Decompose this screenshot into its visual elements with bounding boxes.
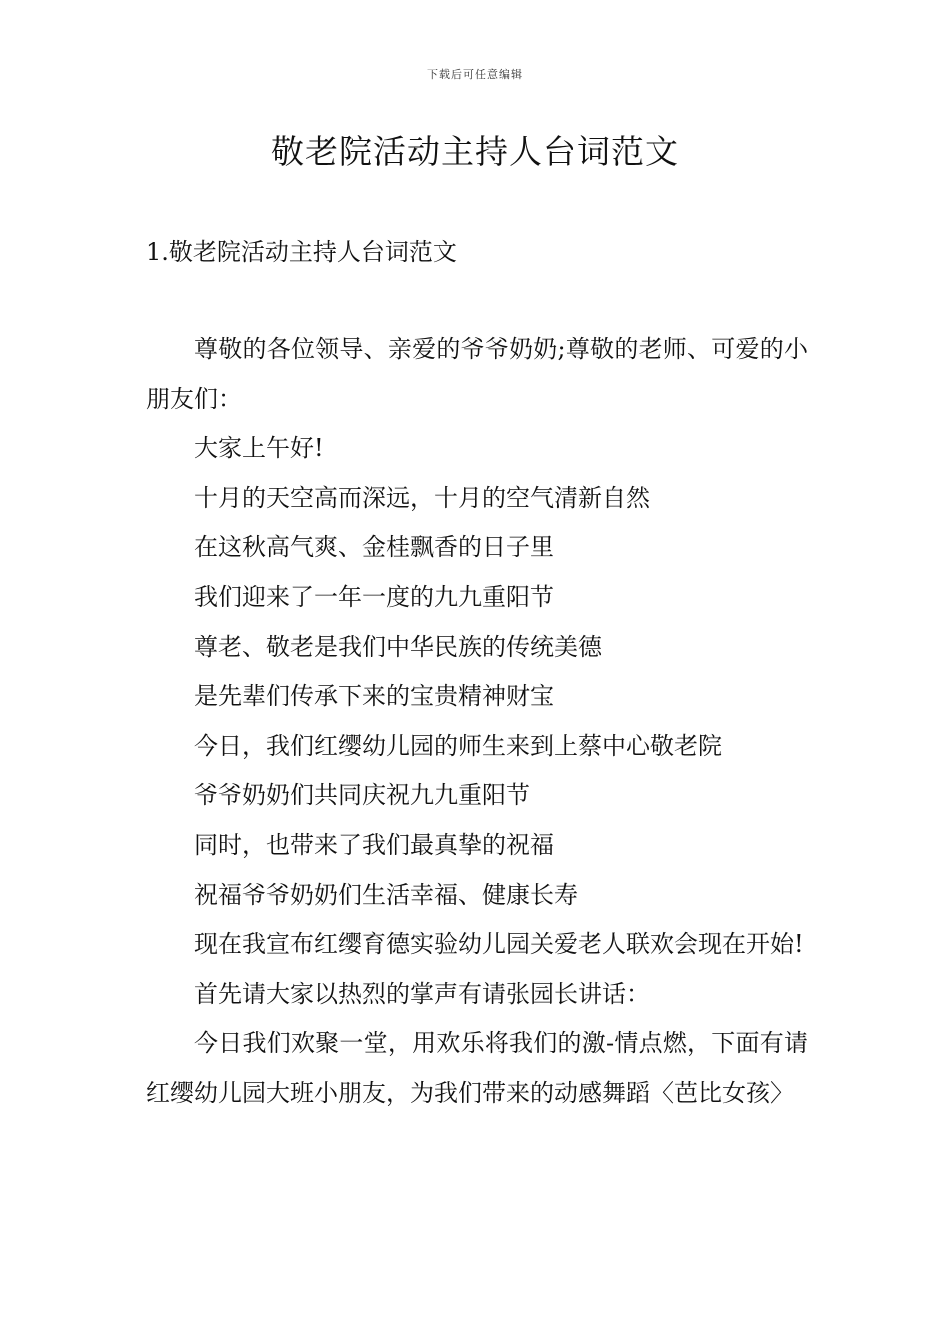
paragraph: 首先请大家以热烈的掌声有请张园长讲话： (194, 979, 650, 1008)
paragraph: 今日我们欢聚一堂，用欢乐将我们的激-情点燃，下面有请红缨幼儿园大班小朋友，为我们带来的动感舞蹈〈芭比女孩〉 (146, 1029, 808, 1107)
paragraph: 我们迎来了一年一度的九九重阳节 (194, 582, 554, 611)
paragraph: 在这秋高气爽、金桂飘香的日子里 (194, 533, 554, 562)
document-title: 敬老院活动主持人台词范文 (271, 132, 679, 171)
section-heading: 1.敬老院活动主持人台词范文 (146, 238, 457, 266)
paragraph: 大家上午好! (194, 434, 324, 463)
paragraph: 同时，也带来了我们最真挚的祝福 (194, 830, 554, 859)
paragraph: 尊敬的各位领导、亲爱的爷爷奶奶;尊敬的老师、可爱的小朋友们： (146, 335, 808, 413)
paragraph: 是先辈们传承下来的宝贵精神财宝 (194, 682, 554, 711)
paragraph: 祝福爷爷奶奶们生活幸福、健康长寿 (194, 880, 578, 909)
header-note: 下载后可任意编辑 (427, 68, 523, 81)
paragraph: 爷爷奶奶们共同庆祝九九重阳节 (194, 781, 530, 810)
document-body (146, 325, 808, 1119)
paragraph: 现在我宣布红缨育德实验幼儿园关爱老人联欢会现在开始! (194, 930, 804, 959)
paragraph: 今日，我们红缨幼儿园的师生来到上蔡中心敬老院 (194, 731, 722, 760)
paragraph: 十月的天空高而深远，十月的空气清新自然 (194, 483, 650, 512)
paragraph: 尊老、敬老是我们中华民族的传统美德 (194, 632, 602, 661)
